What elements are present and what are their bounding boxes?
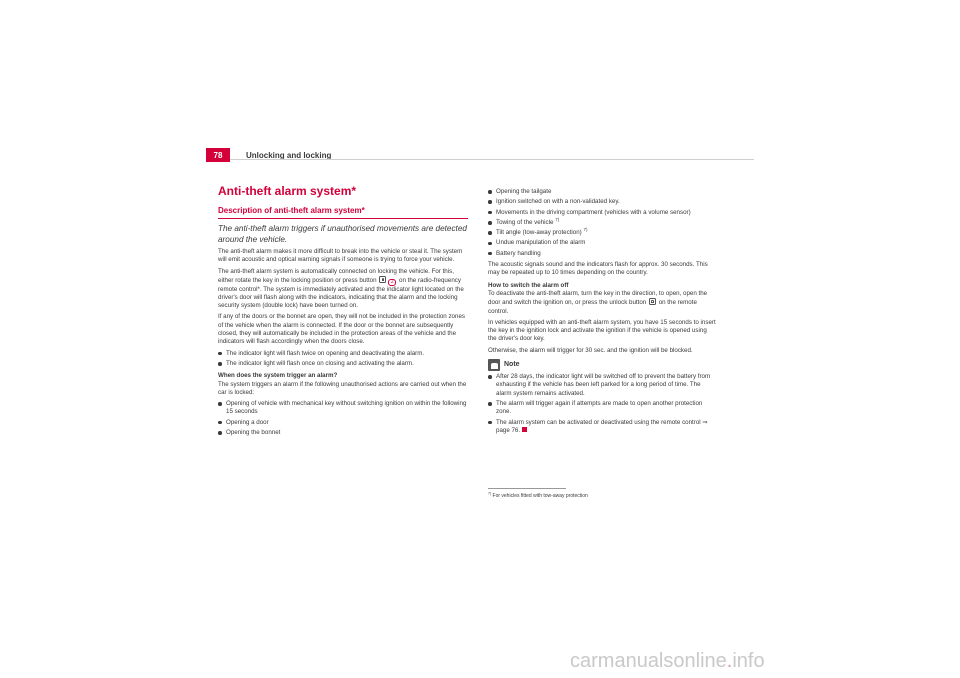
section-subtitle: Description of anti-theft alarm system*	[218, 206, 468, 219]
right-column	[488, 188, 716, 438]
immobiliser-text: In vehicles equipped with an anti-theft alarm system, you have 15 seconds to insert the key in the ignition lock and activate the ignition if the vehicle is opened using the driver's door key.	[488, 318, 716, 343]
list-item: Opening the bonnet	[218, 429, 471, 437]
list-item: Undue manipulation of the alarm	[488, 239, 716, 247]
page-number: 78	[206, 148, 230, 162]
signals-text: The acoustic signals sound and the indicators flash for approx. 30 seconds. This may be repeated up to 10 times depending on the country.	[488, 261, 708, 277]
list-item: Towing of the vehicle $^{7)}$	[488, 219, 716, 227]
indicator-list	[218, 350, 471, 369]
list-item: The indicator light will flash once on closing and activating the alarm.	[218, 360, 471, 368]
button-number-badge: 2	[388, 279, 396, 286]
end-mark-icon	[522, 427, 527, 432]
list-item: The alarm will trigger again if attempts are made to open another protection zone.	[488, 400, 716, 417]
list-item: Tilt angle (tow-away protection) $^{7)}$	[488, 229, 716, 237]
note-list	[488, 373, 716, 435]
footnote-ref: 7)	[555, 216, 560, 222]
footnote-ref: 7)	[583, 227, 588, 233]
header-rule	[230, 159, 754, 160]
footnote-text: For vehicles fitted with tow-away protection	[492, 493, 588, 499]
paragraph-2-start: The anti-theft alarm system is automatically connected on locking the vehicle. For this, either rotate the key in the locking position or press button	[218, 267, 454, 284]
unlock-key-icon	[649, 298, 656, 305]
note-icon	[488, 359, 500, 371]
note-label: Note	[504, 360, 520, 368]
watermark-logo: carmanualsonline.info	[570, 650, 765, 672]
note-header	[488, 359, 716, 371]
list-item: Ignition switched on with a non-validated key.	[488, 198, 716, 206]
switch-off-heading: How to switch the alarm off	[488, 281, 569, 289]
list-item: The indicator light will flash twice on opening and deactivating the alarm.	[218, 350, 471, 358]
trigger-list	[218, 400, 471, 437]
list-item: After 28 days, the indicator light will be switched off to prevent the battery from exhausting if the vehicle has been left parked for a long period of time. The alarm system remains activated.	[488, 373, 716, 398]
footnote-rule	[488, 488, 566, 489]
paragraph-1: The anti-theft alarm makes it more difficult to break into the vehicle or steal it. The system will emit acoustic and optical warning signals if someone is trying to force your vehicle.	[218, 248, 463, 264]
list-item: Opening a door	[218, 419, 471, 427]
paragraph-3: If any of the doors or the bonnet are open, they will not be included in the protection zones of the vehicle when the alarm is connected. If the door or the bonnet are subsequently closed, they will automatically be included in the protection areas of the vehicle and the indicators will flash accordingly when the doors close.	[218, 313, 465, 346]
running-head: Unlocking and locking	[246, 150, 332, 160]
paragraph-2	[218, 268, 471, 311]
footnote-mark: 7)	[488, 491, 492, 496]
left-column	[218, 184, 471, 440]
list-item: Movements in the driving compartment (vehicles with a volume sensor)	[488, 209, 716, 217]
intro-text: The anti-theft alarm triggers if unauthorised movements are detected around the vehicle.	[218, 224, 467, 244]
paragraph-2-end: on the radio-frequency remote control*. The system is immediately activated and the indicator light located on the driver's door will flash along with the indicators, indicating that the alarm and the locking security system (double lock) have been turned on.	[218, 276, 464, 310]
section-title: Anti-theft alarm system*	[218, 184, 357, 198]
trigger-list-continued	[488, 188, 716, 258]
switch-off-text: To deactivate the anti-theft alarm, turn the key in the direction, to open, open the door and switch the ignition on, or press the unlock button on the remote control.	[488, 289, 708, 315]
list-item: Opening the tailgate	[488, 188, 716, 196]
list-item: Opening of vehicle with mechanical key without switching ignition on within the following 15 seconds	[218, 400, 471, 417]
trigger-heading: When does the system trigger an alarm?	[218, 372, 338, 380]
trigger-text: The system triggers an alarm if the following unauthorised actions are carried out when the car is locked:	[218, 380, 467, 396]
lock-key-icon	[379, 276, 386, 283]
otherwise-text: Otherwise, the alarm will trigger for 30 sec. and the ignition will be blocked.	[488, 346, 693, 354]
footnote	[488, 493, 588, 499]
list-item: Battery handling	[488, 250, 716, 258]
list-item: The alarm system can be activated or deactivated using the remote control ⇒ page 76.	[488, 419, 716, 436]
